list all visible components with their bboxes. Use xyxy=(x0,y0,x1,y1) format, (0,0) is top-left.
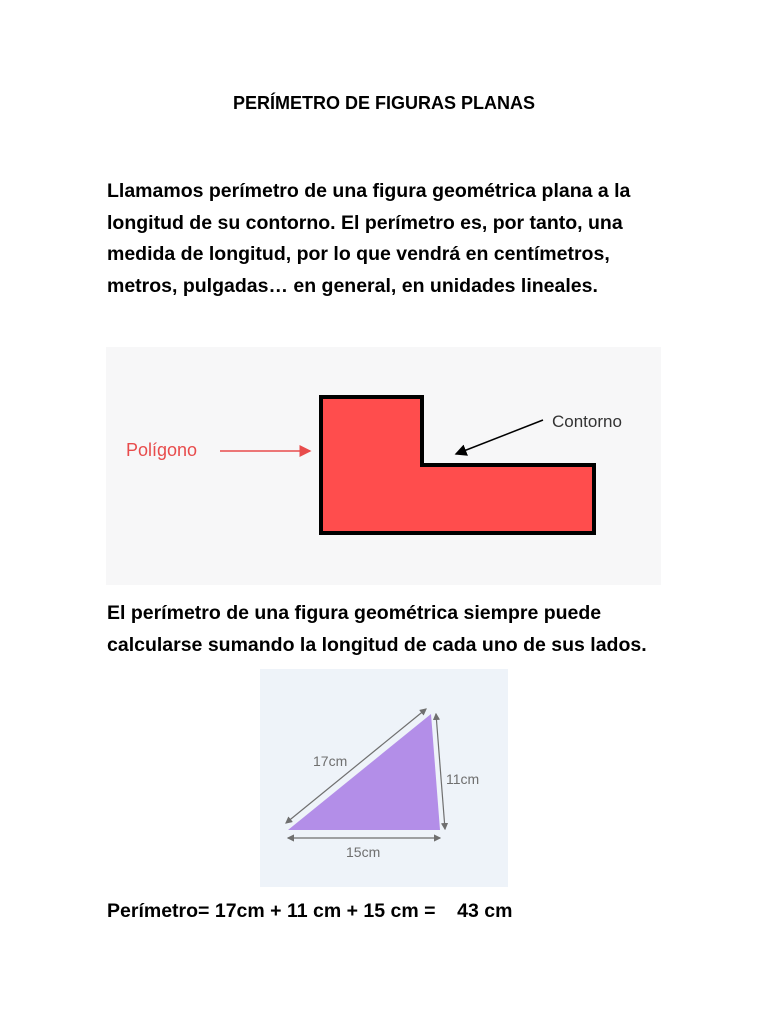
result-expression: 17cm + 11 cm + 15 cm = xyxy=(214,900,436,922)
side-b-label: 11cm xyxy=(446,771,480,787)
perimeter-result xyxy=(107,900,512,923)
intro-line: longitud de su contorno. El perímetro es, por tanto, una xyxy=(107,211,623,234)
intro-line: Llamamos perímetro de una figura geométrica plana a la xyxy=(107,180,631,202)
contour-arrow xyxy=(456,420,543,454)
side-a-label: 17cm xyxy=(313,753,348,769)
triangle-diagram xyxy=(260,669,508,887)
sum-line: calcularse sumando la longitud de cada uno de sus lados. xyxy=(107,633,647,656)
result-total: 43 cm xyxy=(457,900,513,922)
result-label: Perímetro= xyxy=(107,900,210,922)
triangle-figure xyxy=(260,669,508,887)
polygon-figure xyxy=(106,347,661,585)
intro-line: medida de longitud, por lo que vendrá en centímetros, xyxy=(107,243,610,265)
side-c-label: 15cm xyxy=(346,844,381,860)
intro-paragraph xyxy=(107,176,667,302)
page-title: PERÍMETRO DE FIGURAS PLANAS xyxy=(232,93,536,113)
contour-label: Contorno xyxy=(552,412,622,431)
triangle-shape xyxy=(288,714,440,830)
polygon-label: Polígono xyxy=(126,440,198,460)
intro-line: metros, pulgadas… en general, en unidades lineales. xyxy=(107,274,598,297)
sum-line: El perímetro de una figura geométrica siempre puede xyxy=(107,602,602,624)
sum-paragraph xyxy=(107,598,667,661)
polygon-diagram xyxy=(106,347,661,585)
